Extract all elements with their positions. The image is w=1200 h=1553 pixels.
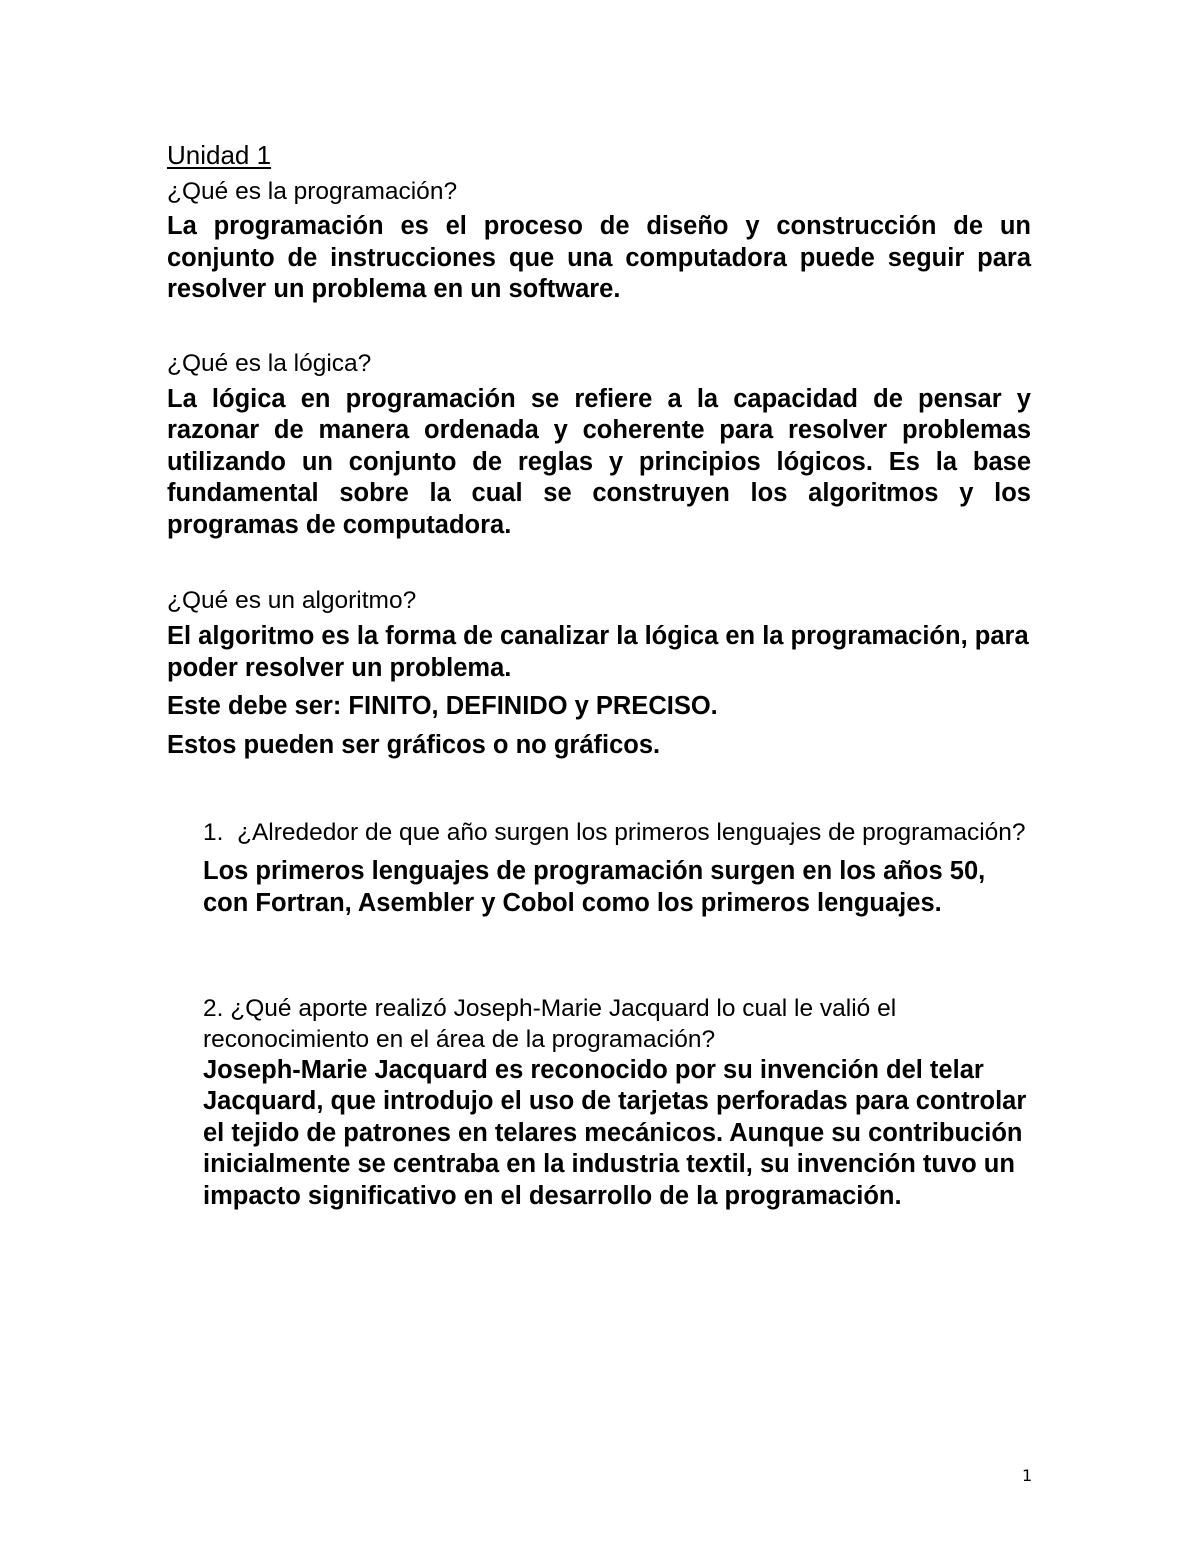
list-number: 2. xyxy=(203,994,224,1022)
numbered-question-1 xyxy=(203,817,1031,919)
numbered-question-2 xyxy=(203,993,1031,1213)
answer-jacquard: Joseph-Marie Jacquard es reconocido por su invención del telar Jacquard, que introdujo el uso de tarjetas perforadas para controlar el tejido de patrones en telares mecánicos. Aunque su contribución inicialmente se centraba en la industria textil, su invención tuvo un impacto significativo en el desarrollo de la programación. xyxy=(203,1055,1027,1210)
answer-algoritmo-properties: Este debe ser: FINITO, DEFINIDO y PRECISO. xyxy=(167,692,718,720)
question-lenguajes: ¿Alrededor de que año surgen los primeros lenguajes de programación? xyxy=(237,819,1026,846)
question-jacquard xyxy=(203,993,1031,1055)
answer-programacion: La programación es el proceso de diseño y construcción de un conjunto de instrucciones que una computadora puede seguir para resolver un problema en un software. xyxy=(167,212,1031,303)
answer-logica: La lógica en programación se refiere a la capacidad de pensar y razonar de manera ordenada y coherente para resolver problemas utilizando un conjunto de reglas y principios lógicos. Es la base fundamental sobre la cual se construyen los algoritmos y los programas de computadora. xyxy=(167,384,1031,539)
document-body xyxy=(167,138,1031,1238)
section-logica xyxy=(167,348,1031,542)
question-programacion: ¿Qué es la programación? xyxy=(167,178,458,205)
answer-algoritmo-definition: El algoritmo es la forma de canalizar la lógica en la programación, para poder resolver un problema. xyxy=(167,622,1029,682)
question-jacquard-text: ¿Qué aporte realizó Joseph-Marie Jacquard lo cual le valió el reconocimiento en el área de la programación? xyxy=(203,994,897,1053)
question-algoritmo: ¿Qué es un algoritmo? xyxy=(167,587,417,614)
page-title: Unidad 1 xyxy=(167,140,272,170)
numbered-question-1-prompt xyxy=(203,817,1031,848)
question-logica: ¿Qué es la lógica? xyxy=(167,349,372,377)
answer-lenguajes: Los primeros lenguajes de programación surgen en los años 50, con Fortran, Asembler y Cobol como los primeros lenguajes. xyxy=(203,857,986,917)
list-number: 1. xyxy=(203,819,224,846)
section-programacion xyxy=(167,176,1031,306)
page-number: 1 xyxy=(1022,1466,1033,1485)
section-algoritmo xyxy=(167,585,1031,761)
answer-algoritmo-types: Estos pueden ser gráficos o no gráficos. xyxy=(167,730,661,759)
